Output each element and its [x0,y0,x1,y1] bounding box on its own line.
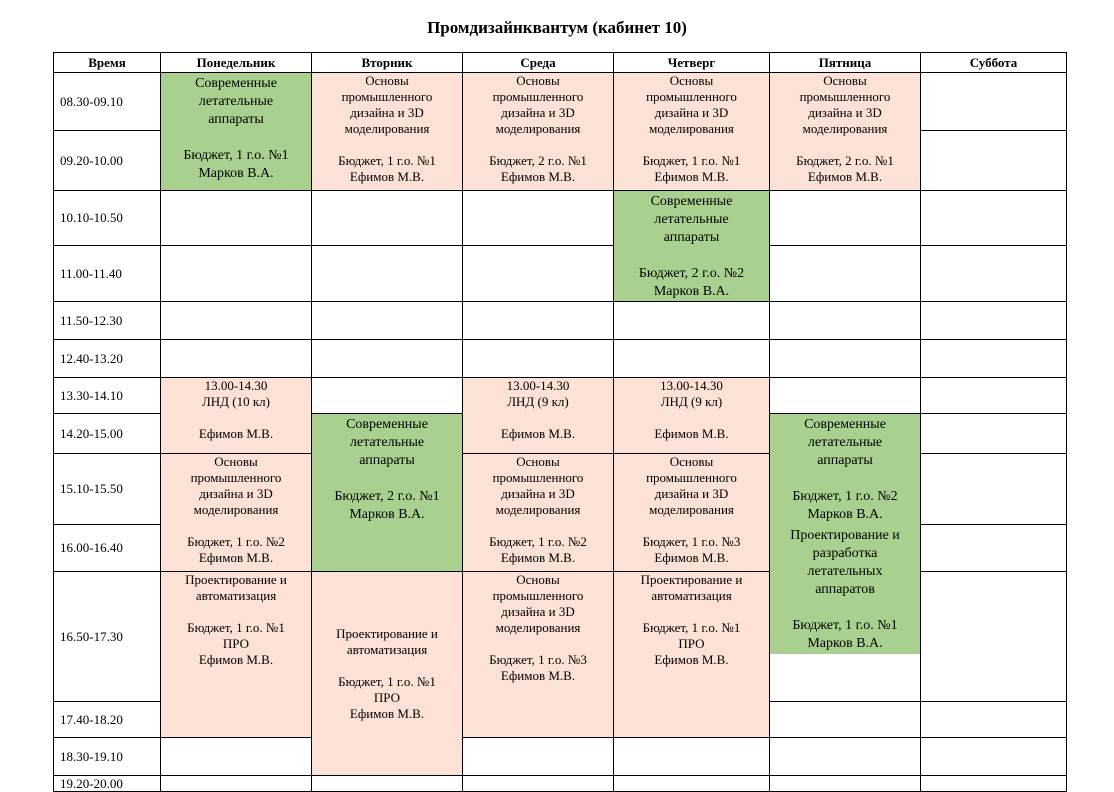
empty-cell [312,340,463,378]
empty-cell [161,340,312,378]
schedule-table [53,52,1067,792]
empty-cell [921,131,1067,191]
header-saturday: Суббота [921,53,1067,73]
class-cell: 13.00-14.30 ЛНД (10 кл) Ефимов М.В. [161,378,312,454]
class-cell: Основы промышленного дизайна и 3D моделирования Бюджет, 1 г.о. №2 Ефимов М.В. [463,454,614,572]
empty-cell [921,572,1067,702]
time-slot: 18.30-19.10 [54,738,161,776]
time-slot: 16.50-17.30 [54,572,161,702]
class-cell: Проектирование и автоматизация Бюджет, 1 г.о. №1 ПРО Ефимов М.В. [614,572,770,738]
class-cell: Основы промышленного дизайна и 3D моделирования Бюджет, 1 г.о. №2 Ефимов М.В. [161,454,312,572]
empty-cell [312,776,463,792]
empty-cell [463,191,614,246]
empty-cell [921,414,1067,454]
class-cell: 13.00-14.30 ЛНД (9 кл) Ефимов М.В. [614,378,770,454]
header-time: Время [54,53,161,73]
empty-cell [161,246,312,302]
class-cell: Основы промышленного дизайна и 3D моделирования Бюджет, 2 г.о. №1 Ефимов М.В. [770,73,921,191]
empty-cell [312,378,463,414]
empty-cell [770,378,921,414]
class-cell: Основы промышленного дизайна и 3D моделирования Бюджет, 1 г.о. №1 Ефимов М.В. [312,73,463,191]
empty-cell [921,702,1067,738]
time-slot: 11.50-12.30 [54,302,161,340]
class-cell: Современные летательные аппараты Бюджет, 1 г.о. №2 Марков В.А. [770,414,921,572]
time-slot: 19.20-20.00 [54,776,161,792]
time-slot: 17.40-18.20 [54,702,161,738]
empty-cell [921,378,1067,414]
empty-cell [312,191,463,246]
empty-cell [921,454,1067,525]
empty-cell [463,340,614,378]
empty-cell [463,738,614,776]
empty-cell [463,776,614,792]
empty-cell [921,191,1067,246]
empty-cell [463,246,614,302]
header-monday: Понедельник [161,53,312,73]
time-slot: 10.10-10.50 [54,191,161,246]
empty-cell [463,302,614,340]
class-cell: Основы промышленного дизайна и 3D моделирования Бюджет, 1 г.о. №1 Ефимов М.В. [614,73,770,191]
empty-cell [921,73,1067,131]
header-tuesday: Вторник [312,53,463,73]
empty-cell [614,302,770,340]
empty-cell [161,776,312,792]
time-slot: 09.20-10.00 [54,131,161,191]
empty-cell [921,340,1067,378]
time-slot: 12.40-13.20 [54,340,161,378]
class-cell: Проектирование и разработка летательных аппаратов Бюджет, 1 г.о. №1 Марков В.А. [770,525,921,655]
time-slot: 16.00-16.40 [54,525,161,572]
empty-cell [770,246,921,302]
empty-cell [921,302,1067,340]
class-cell: Основы промышленного дизайна и 3D моделирования Бюджет, 2 г.о. №1 Ефимов М.В. [463,73,614,191]
empty-cell [161,302,312,340]
empty-cell [770,191,921,246]
empty-cell [921,246,1067,302]
class-cell: Проектирование и автоматизация Бюджет, 1 г.о. №1 ПРО Ефимов М.В. [312,572,463,776]
empty-cell [770,776,921,792]
time-slot: 15.10-15.50 [54,454,161,525]
empty-cell [921,738,1067,776]
empty-cell [312,246,463,302]
empty-cell [312,302,463,340]
class-cell: Современные летательные аппараты Бюджет, 1 г.о. №1 Марков В.А. [161,73,312,191]
empty-cell [921,525,1067,572]
class-cell: Современные летательные аппараты Бюджет, 2 г.о. №1 Марков В.А. [312,414,463,572]
empty-cell [770,702,921,738]
empty-cell [770,738,921,776]
empty-cell [614,340,770,378]
class-cell: 13.00-14.30 ЛНД (9 кл) Ефимов М.В. [463,378,614,454]
header-friday: Пятница [770,53,921,73]
header-thursday: Четверг [614,53,770,73]
empty-cell [161,738,312,776]
time-slot: 11.00-11.40 [54,246,161,302]
class-cell: Современные летательные аппараты Бюджет, 2 г.о. №2 Марков В.А. [614,191,770,302]
class-cell: Основы промышленного дизайна и 3D моделирования Бюджет, 1 г.о. №3 Ефимов М.В. [463,572,614,738]
empty-cell [921,776,1067,792]
empty-cell [770,302,921,340]
empty-cell [161,191,312,246]
empty-cell [614,776,770,792]
page-title: Промдизайнквантум (кабинет 10) [427,18,687,37]
header-wednesday: Среда [463,53,614,73]
class-cell: Основы промышленного дизайна и 3D моделирования Бюджет, 1 г.о. №3 Ефимов М.В. [614,454,770,572]
time-slot: 13.30-14.10 [54,378,161,414]
time-slot: 08.30-09.10 [54,73,161,131]
empty-cell [770,340,921,378]
time-slot: 14.20-15.00 [54,414,161,454]
empty-cell [614,738,770,776]
class-cell: Проектирование и автоматизация Бюджет, 1 г.о. №1 ПРО Ефимов М.В. [161,572,312,738]
